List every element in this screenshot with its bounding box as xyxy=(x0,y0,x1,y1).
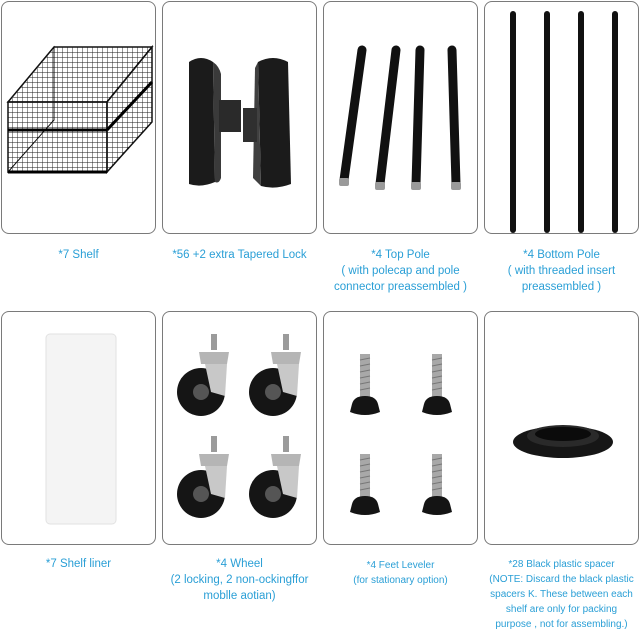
shelf-caption: *7 Shelf xyxy=(58,249,99,261)
feet-leveler-caption: *4 Feet Leveler (for stationary option) xyxy=(353,560,448,586)
bottom-pole-icon xyxy=(485,2,638,233)
shelf-liner-icon xyxy=(2,312,155,544)
top-pole-image-box xyxy=(323,1,478,234)
feet-leveler-image-box xyxy=(323,311,478,545)
bottom-pole-image-box xyxy=(484,1,639,234)
shelf-liner-image-box xyxy=(1,311,156,545)
tapered-lock-caption: *56 +2 extra Tapered Lock xyxy=(172,249,307,261)
wire-shelf-icon xyxy=(2,2,155,233)
plastic-spacer-icon xyxy=(485,312,638,544)
bottom-pole-caption: *4 Bottom Pole ( with threaded insert preassembled ) xyxy=(507,249,616,293)
top-pole-caption: *4 Top Pole ( with polecap and pole connector preassembled ) xyxy=(334,249,467,293)
top-pole-icon xyxy=(324,2,477,233)
wheel-image-box xyxy=(162,311,317,545)
shelf-image-box xyxy=(1,1,156,234)
caster-wheel-icon xyxy=(163,312,316,544)
tapered-lock-icon xyxy=(163,2,316,233)
plastic-spacer-caption: *28 Black plastic spacer (NOTE: Discard the black plastic spacers K. These between each shelf are only for packing purpose , not for assembling.) xyxy=(489,559,634,630)
feet-leveler-icon xyxy=(324,312,477,544)
wheel-caption: *4 Wheel (2 locking, 2 non-ockingffor moblle aotian) xyxy=(170,558,309,602)
shelf-liner-caption: *7 Shelf liner xyxy=(45,558,112,570)
tapered-lock-image-box xyxy=(162,1,317,234)
plastic-spacer-image-box xyxy=(484,311,639,545)
